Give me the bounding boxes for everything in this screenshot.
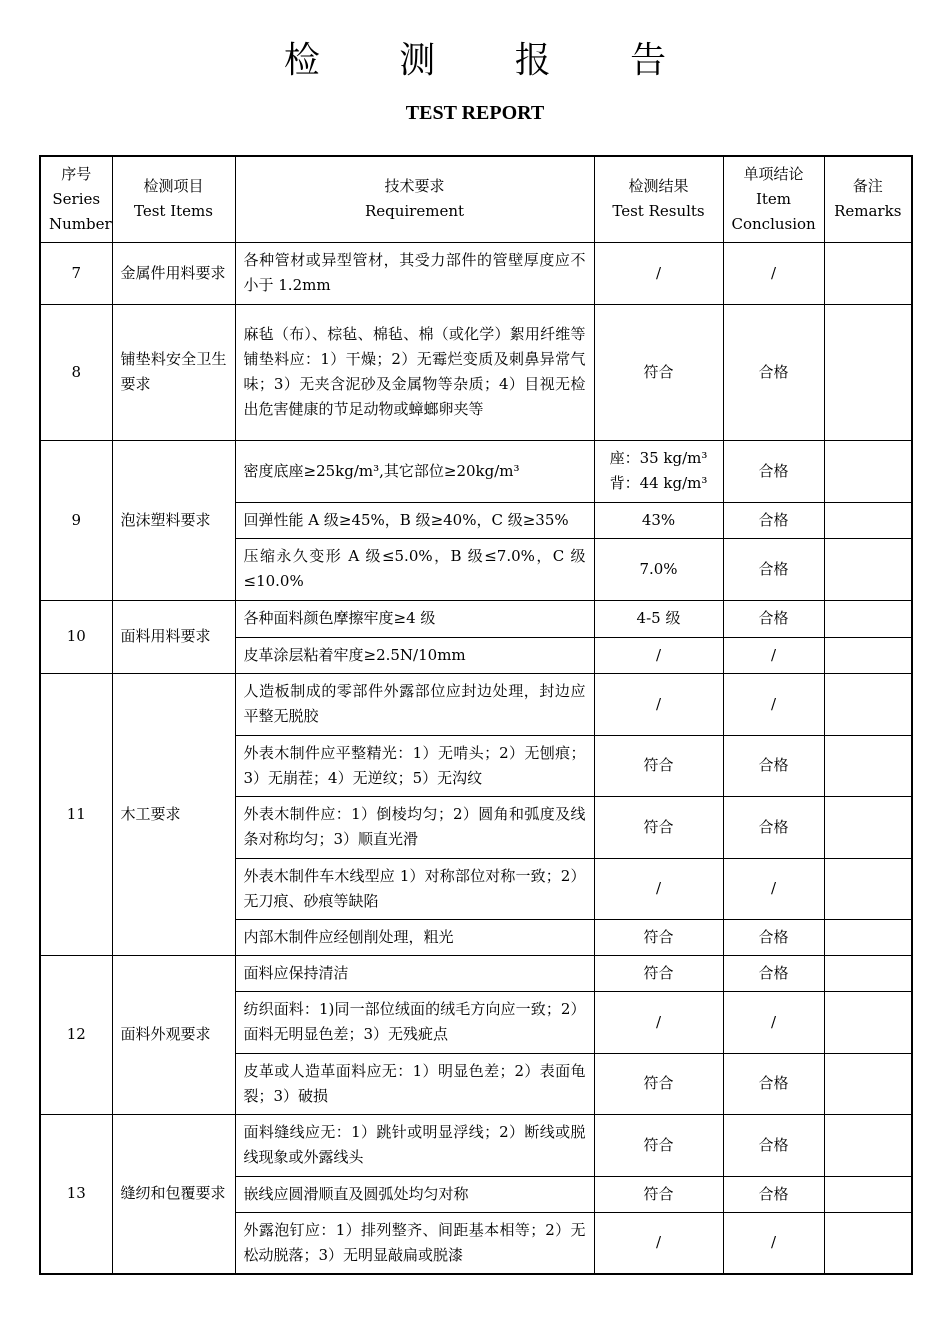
remarks-cell	[824, 1053, 912, 1114]
item-conclusion-cell: 合格	[723, 1114, 824, 1176]
item-conclusion-cell: 合格	[723, 735, 824, 796]
requirement-cell: 面料缝线应无：1）跳针或明显浮线；2）断线或脱线现象或外露线头	[235, 1114, 594, 1176]
item-conclusion-cell: /	[723, 991, 824, 1053]
requirement-cell: 各种面料颜色摩擦牢度≥4 级	[235, 600, 594, 637]
item-conclusion-cell: 合格	[723, 919, 824, 955]
requirement-cell: 密度底座≥25kg/m³,其它部位≥20kg/m³	[235, 440, 594, 502]
table-row	[40, 955, 912, 991]
series-number-cell: 10	[40, 600, 112, 673]
item-conclusion-cell: /	[723, 858, 824, 919]
test-item-cell: 泡沫塑料要求	[112, 440, 235, 600]
series-number-cell: 12	[40, 955, 112, 1114]
test-result-cell: /	[594, 1212, 723, 1274]
requirement-cell: 回弹性能 A 级≥45%，B 级≥40%，C 级≥35%	[235, 502, 594, 538]
series-number-cell: 9	[40, 440, 112, 600]
header-series-number: 序号 Series Number	[40, 156, 112, 242]
remarks-cell	[824, 1176, 912, 1212]
requirement-cell: 内部木制件应经刨削处理，粗光	[235, 919, 594, 955]
remarks-cell	[824, 673, 912, 735]
item-conclusion-cell: 合格	[723, 440, 824, 502]
test-result-cell: 符合	[594, 955, 723, 991]
test-result-cell: /	[594, 673, 723, 735]
remarks-cell	[824, 502, 912, 538]
requirement-cell: 麻毡（布）、棕毡、棉毡、棉（或化学）絮用纤维等铺垫料应：1）干燥；2）无霉烂变质及刺鼻异常气味；3）无夹含泥砂及金属物等杂质；4）目视无检出危害健康的节足动物或蟑螂卵夹等	[235, 304, 594, 440]
test-item-cell: 缝纫和包覆要求	[112, 1114, 235, 1274]
report-title-cn: 检 测 报 告	[283, 40, 701, 81]
series-number-cell: 13	[40, 1114, 112, 1274]
remarks-cell	[824, 1212, 912, 1274]
item-conclusion-cell: 合格	[723, 1053, 824, 1114]
test-result-cell: 符合	[594, 735, 723, 796]
requirement-cell: 外露泡钉应：1）排列整齐、间距基本相等；2）无松动脱落；3）无明显敲扁或脱漆	[235, 1212, 594, 1274]
requirement-cell: 外表木制件应：1）倒棱均匀；2）圆角和弧度及线条对称均匀；3）顺直光滑	[235, 796, 594, 858]
requirement-cell: 各种管材或异型管材，其受力部件的管壁厚度应不小于 1.2mm	[235, 242, 594, 304]
remarks-cell	[824, 735, 912, 796]
test-result-cell: 7.0%	[594, 538, 723, 600]
series-number-cell: 7	[40, 242, 112, 304]
remarks-cell	[824, 919, 912, 955]
table-row	[40, 673, 912, 735]
requirement-cell: 皮革涂层粘着牢度≥2.5N/10mm	[235, 637, 594, 673]
remarks-cell	[824, 242, 912, 304]
remarks-cell	[824, 796, 912, 858]
remarks-cell	[824, 538, 912, 600]
table-row	[40, 242, 912, 304]
report-title-en: TEST REPORT	[405, 102, 545, 124]
requirement-cell: 外表木制件车木线型应 1）对称部位对称一致；2）无刀痕、砂痕等缺陷	[235, 858, 594, 919]
series-number-cell: 8	[40, 304, 112, 440]
item-conclusion-cell: /	[723, 1212, 824, 1274]
test-result-cell: /	[594, 637, 723, 673]
requirement-cell: 压缩永久变形 A 级≤5.0%，B 级≤7.0%，C 级≤10.0%	[235, 538, 594, 600]
requirement-cell: 皮革或人造革面料应无：1）明显色差；2）表面龟裂；3）破损	[235, 1053, 594, 1114]
item-conclusion-cell: /	[723, 637, 824, 673]
item-conclusion-cell: /	[723, 242, 824, 304]
test-result-cell: 符合	[594, 304, 723, 440]
test-result-cell: /	[594, 858, 723, 919]
remarks-cell	[824, 991, 912, 1053]
item-conclusion-cell: 合格	[723, 796, 824, 858]
header-requirement: 技术要求 Requirement	[235, 156, 594, 242]
remarks-cell	[824, 440, 912, 502]
item-conclusion-cell: 合格	[723, 304, 824, 440]
remarks-cell	[824, 600, 912, 637]
table-row	[40, 440, 912, 502]
table-header-row	[40, 156, 912, 242]
test-item-cell: 木工要求	[112, 673, 235, 955]
item-conclusion-cell: 合格	[723, 955, 824, 991]
header-test-items: 检测项目 Test Items	[112, 156, 235, 242]
table-row	[40, 600, 912, 637]
test-result-cell: 符合	[594, 919, 723, 955]
header-item-conclusion: 单项结论 Item Conclusion	[723, 156, 824, 242]
test-result-cell: 4-5 级	[594, 600, 723, 637]
remarks-cell	[824, 637, 912, 673]
table-row	[40, 304, 912, 440]
test-result-cell: /	[594, 242, 723, 304]
table-row	[40, 1114, 912, 1176]
requirement-cell: 人造板制成的零部件外露部位应封边处理，封边应平整无脱胶	[235, 673, 594, 735]
item-conclusion-cell: 合格	[723, 1176, 824, 1212]
test-item-cell: 铺垫料安全卫生要求	[112, 304, 235, 440]
test-result-cell: /	[594, 991, 723, 1053]
requirement-cell: 纺织面料：1)同一部位绒面的绒毛方向应一致；2）面料无明显色差；3）无残疵点	[235, 991, 594, 1053]
test-result-cell: 符合	[594, 1114, 723, 1176]
item-conclusion-cell: 合格	[723, 538, 824, 600]
test-item-cell: 面料用料要求	[112, 600, 235, 673]
test-item-cell: 面料外观要求	[112, 955, 235, 1114]
test-result-cell: 座：35 kg/m³ 背：44 kg/m³	[594, 440, 723, 502]
test-result-cell: 符合	[594, 1176, 723, 1212]
item-conclusion-cell: /	[723, 673, 824, 735]
item-conclusion-cell: 合格	[723, 600, 824, 637]
remarks-cell	[824, 304, 912, 440]
test-item-cell: 金属件用料要求	[112, 242, 235, 304]
requirement-cell: 外表木制件应平整精光：1）无啃头；2）无刨痕；3）无崩茬；4）无逆纹；5）无沟纹	[235, 735, 594, 796]
remarks-cell	[824, 858, 912, 919]
series-number-cell: 11	[40, 673, 112, 955]
requirement-cell: 面料应保持清洁	[235, 955, 594, 991]
remarks-cell	[824, 955, 912, 991]
header-test-results: 检测结果 Test Results	[594, 156, 723, 242]
test-report-table	[39, 155, 913, 1275]
header-remarks: 备注 Remarks	[824, 156, 912, 242]
item-conclusion-cell: 合格	[723, 502, 824, 538]
test-result-cell: 符合	[594, 1053, 723, 1114]
test-result-cell: 43%	[594, 502, 723, 538]
remarks-cell	[824, 1114, 912, 1176]
test-result-cell: 符合	[594, 796, 723, 858]
requirement-cell: 嵌线应圆滑顺直及圆弧处均匀对称	[235, 1176, 594, 1212]
